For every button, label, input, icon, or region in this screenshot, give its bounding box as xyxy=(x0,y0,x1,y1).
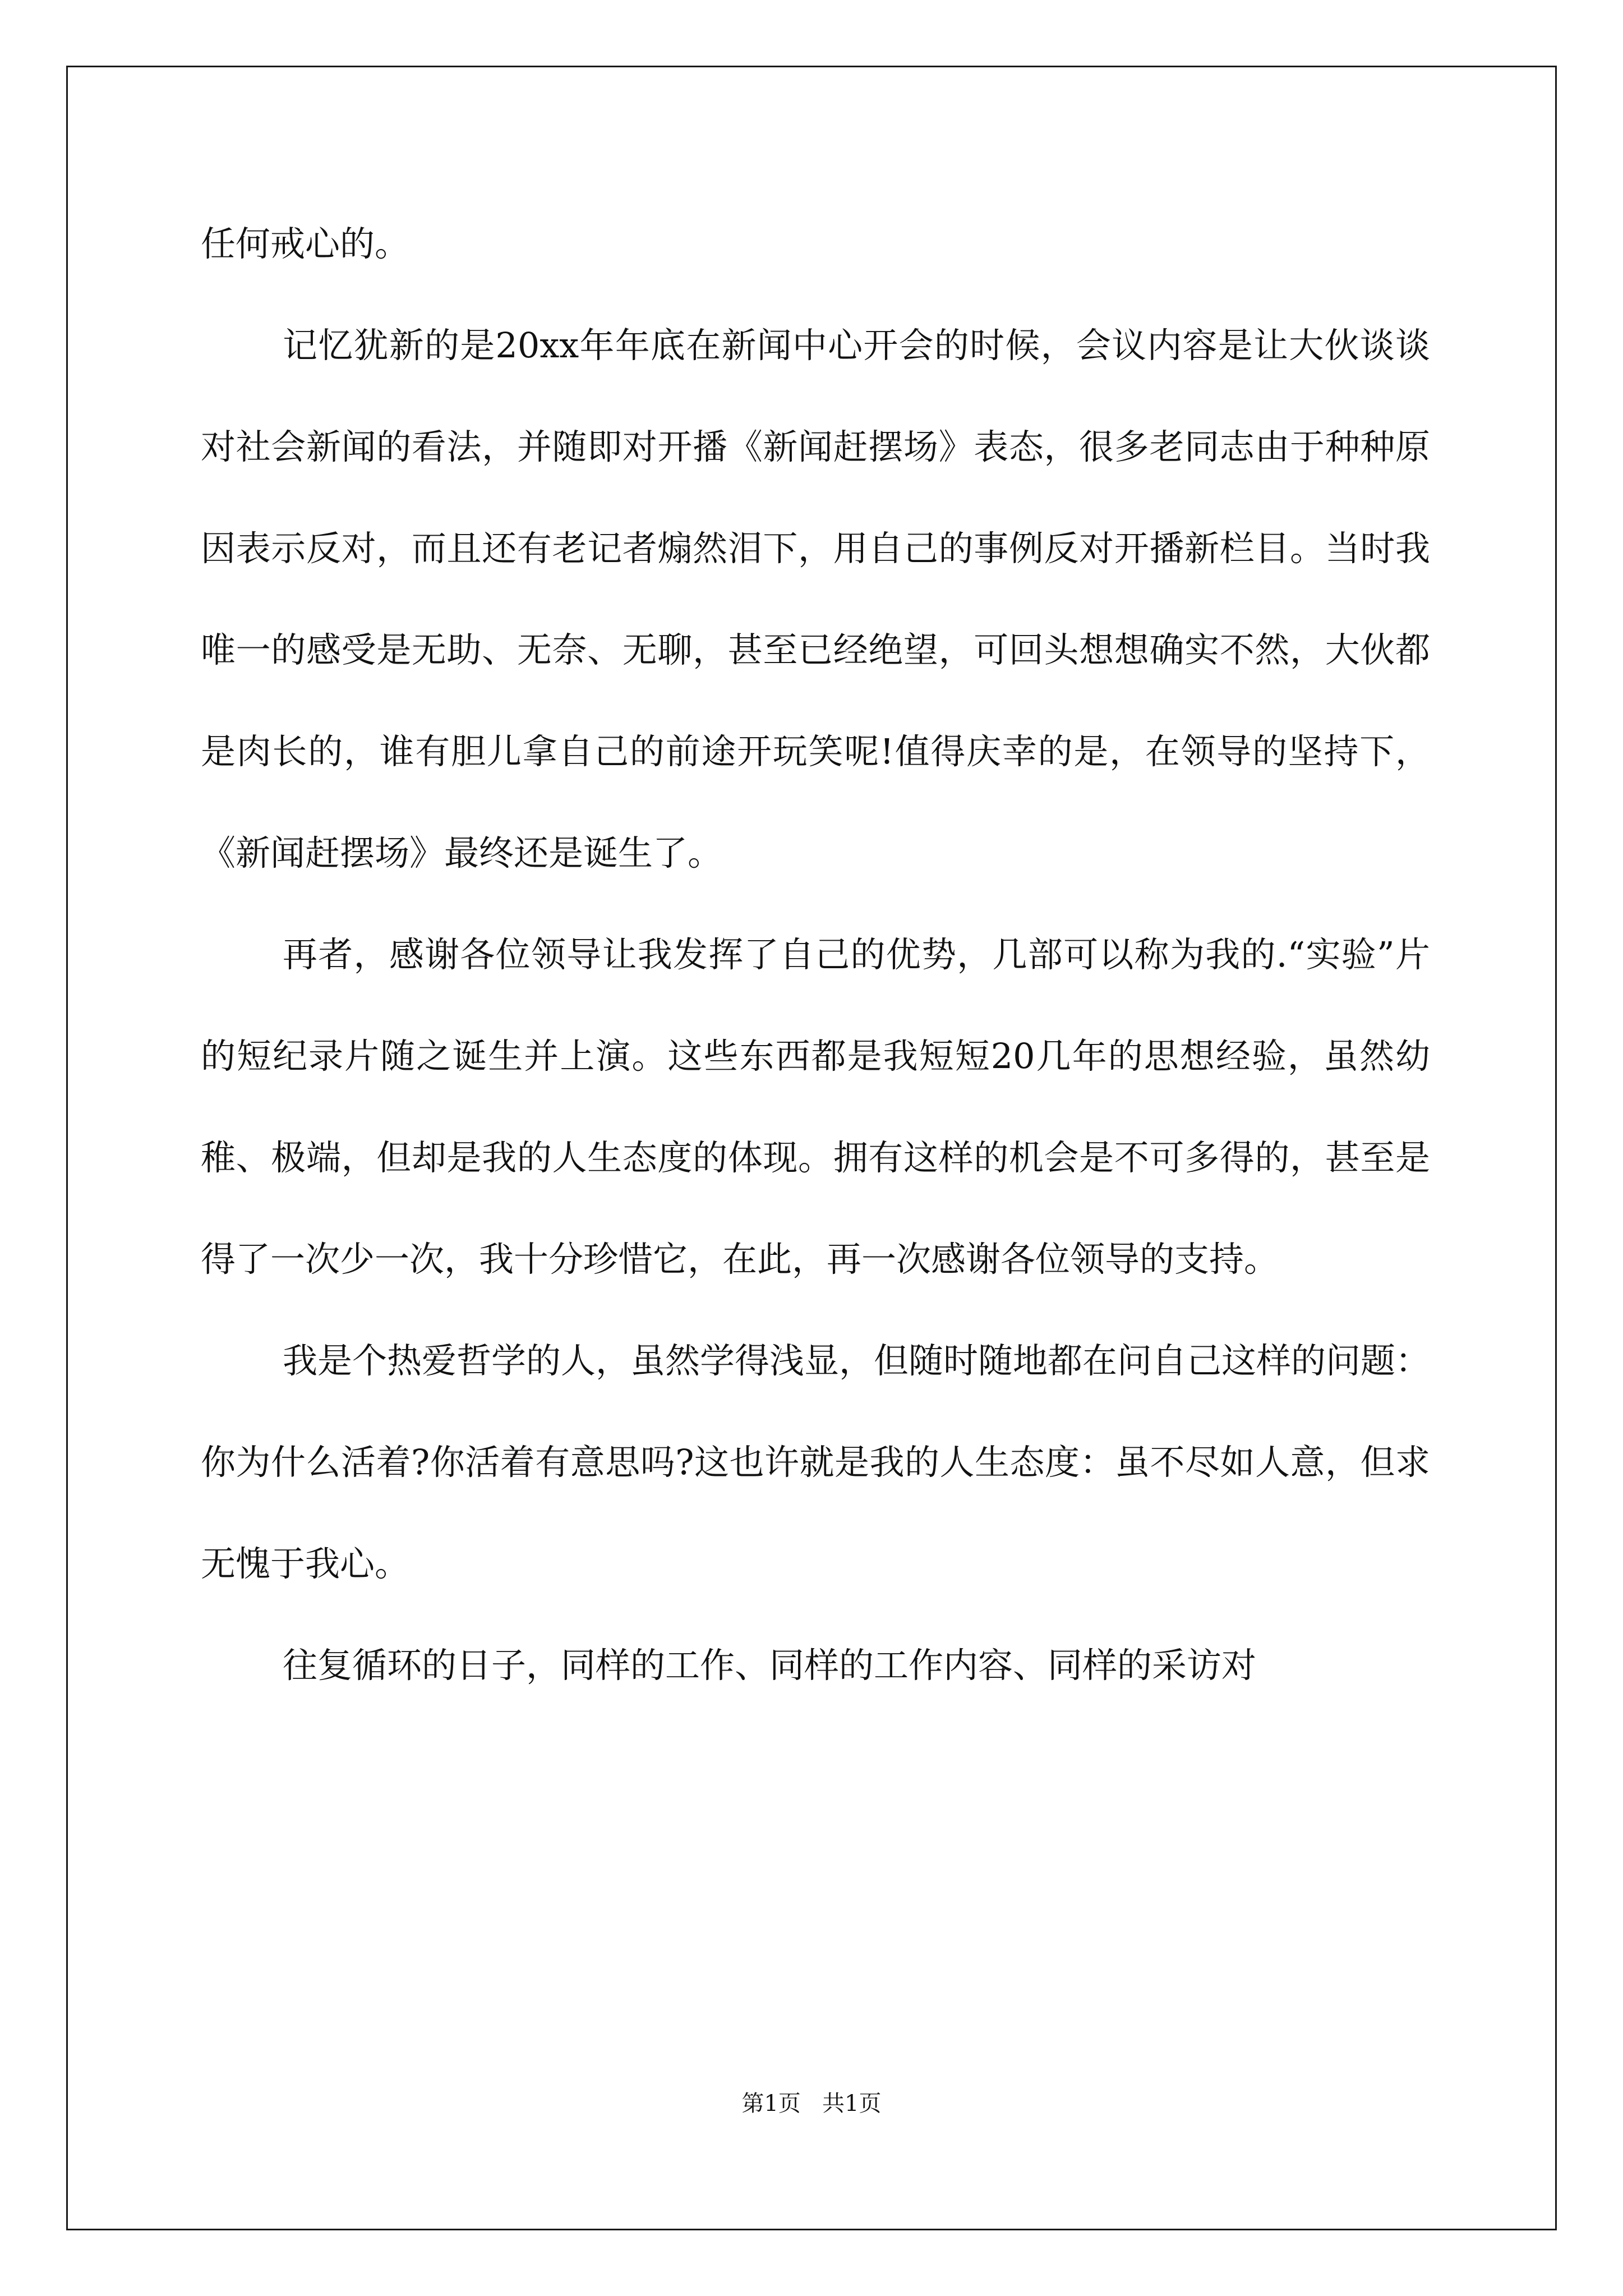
paragraph-1: 任何戒心的。 xyxy=(201,223,410,264)
paragraph-5: 往复循环的日子，同样的工作、同样的工作内容、同样的采访对 xyxy=(283,1645,1257,1686)
page-footer: 第1页 共1页 xyxy=(741,2091,882,2116)
paragraph-4: 我是个热爱哲学的人，虽然学得浅显，但随时随地都在问自己这样的问题：你为什么活着?你活着有意思吗?这也许就是我的人生态度：虽不尽如人意，但求无愧于我心。 xyxy=(201,1340,1431,1584)
document-body xyxy=(201,193,1430,1716)
paragraph-2: 记忆犹新的是20xx年年底在新闻中心开会的时候，会议内容是让大伙谈谈对社会新闻的看法，并随即对开播《新闻赶摆场》表态，很多老同志由于种种原因表示反对，而且还有老记者煽然泪下，用自己的事例反对开播新栏目。当时我唯一的感受是无助、无奈、无聊，甚至已经绝望，可回头想想确实不然，大伙都是肉长的，谁有胆儿拿自己的前途开玩笑呢!值得庆幸的是，在领导的坚持下，《新闻赶摆场》最终还是诞生了。 xyxy=(201,325,1430,873)
paragraph-3: 再者，感谢各位领导让我发挥了自己的优势，几部可以称为我的.“实验”片的短纪录片随之诞生并上演。这些东西都是我短短20几年的思想经验，虽然幼稚、极端，但却是我的人生态度的体现。拥有这样的机会是不可多得的，甚至是得了一次少一次，我十分珍惜它，在此，再一次感谢各位领导的支持。 xyxy=(201,934,1430,1280)
